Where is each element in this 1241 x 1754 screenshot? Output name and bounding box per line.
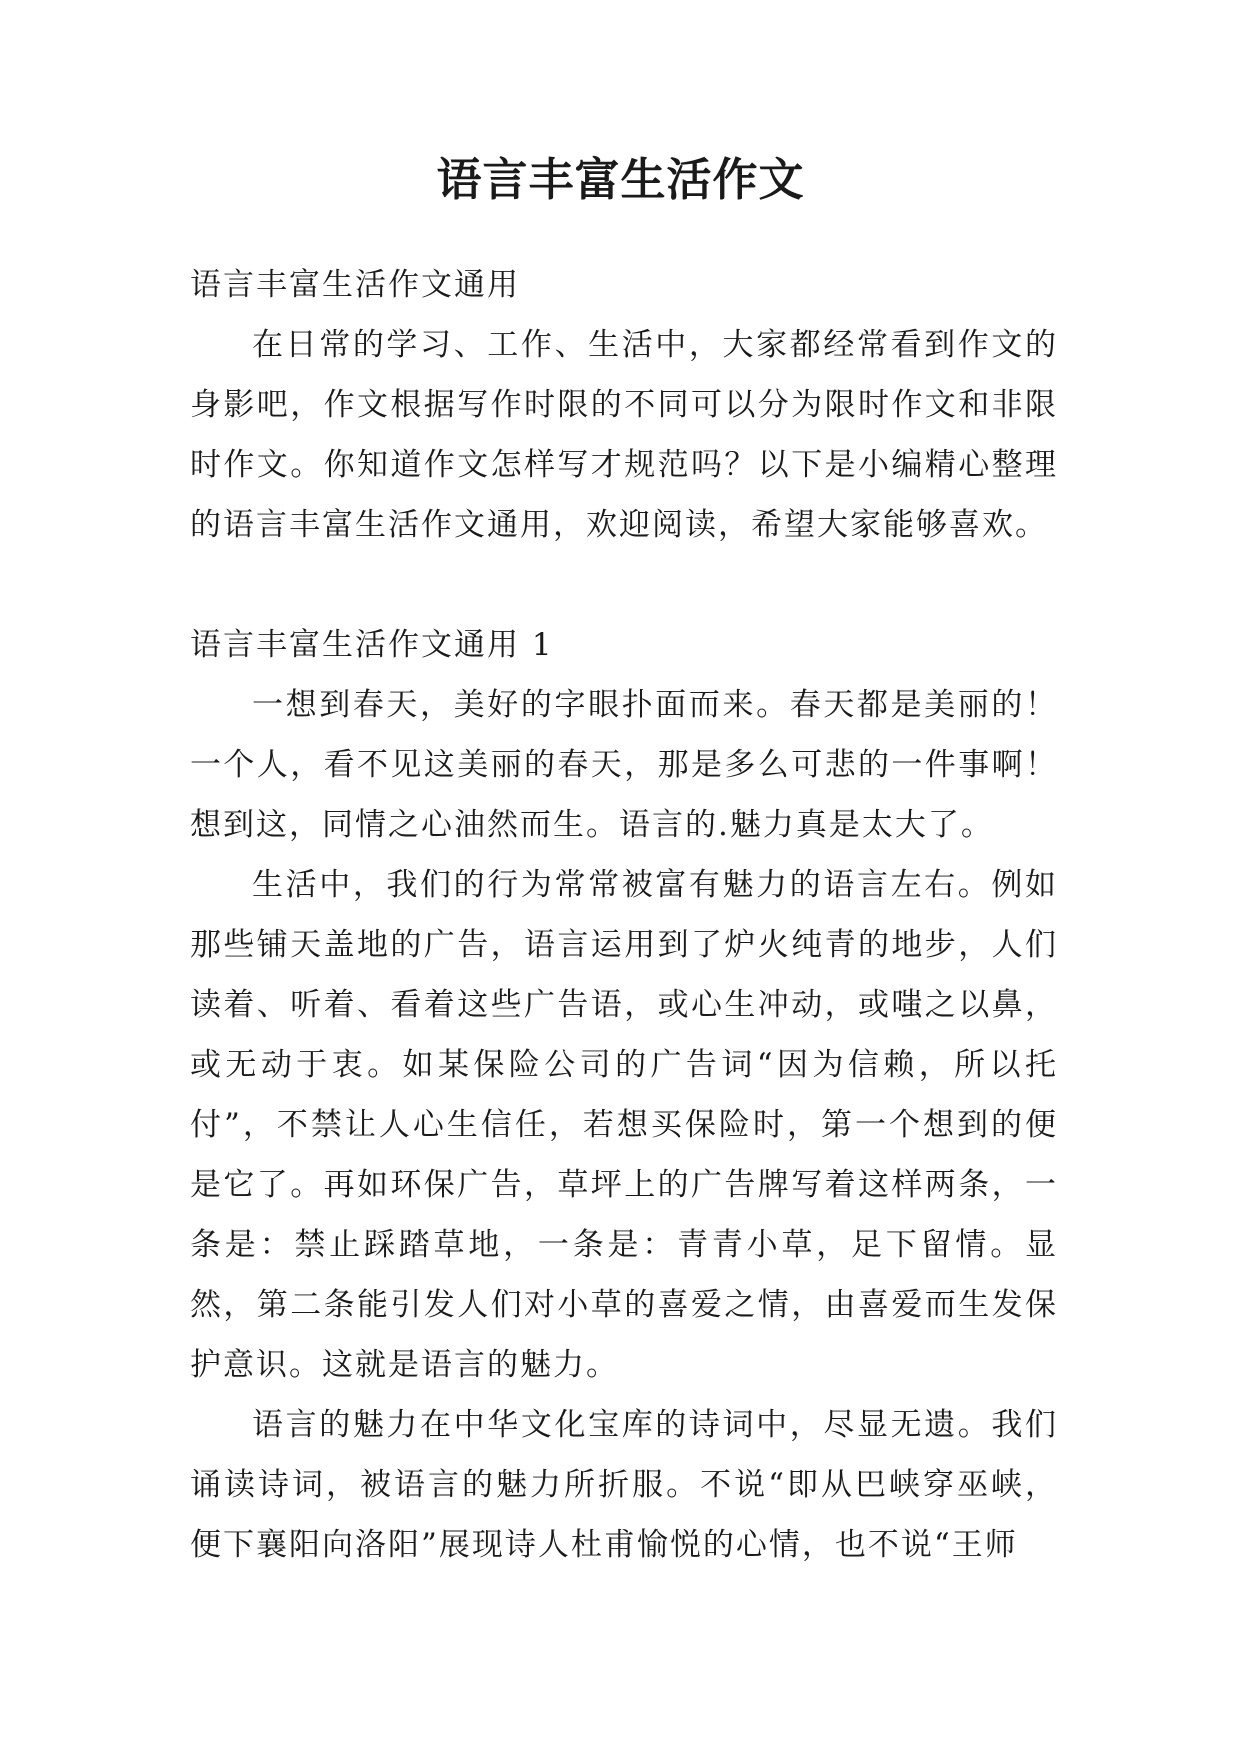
document-body bbox=[190, 255, 1058, 1575]
intro-paragraph: 在日常的学习、工作、生活中，大家都经常看到作文的身影吧，作文根据写作时限的不同可以分为限时作文和非限时作文。你知道作文怎样写才规范吗？以下是小编精心整理的语言丰富生活作文通用，欢迎阅读，希望大家能够喜欢。 bbox=[190, 327, 1058, 543]
body-paragraph-2: 生活中，我们的行为常常被富有魅力的语言左右。例如那些铺天盖地的广告，语言运用到了炉火纯青的地步，人们读着、听着、看着这些广告语，或心生冲动，或嗤之以鼻，或无动于衷。如某保险公司的广告词“因为信赖，所以托付”，不禁让人心生信任，若想买保险时，第一个想到的便是它了。再如环保广告，草坪上的广告牌写着这样两条，一条是：禁止踩踏草地，一条是：青青小草，足下留情。显然，第二条能引发人们对小草的喜爱之情，由喜爱而生发保护意识。这就是语言的魅力。 bbox=[190, 867, 1058, 1383]
body-paragraph-3: 语言的魅力在中华文化宝库的诗词中，尽显无遗。我们诵读诗词，被语言的魅力所折服。不说“即从巴峡穿巫峡，便下襄阳向洛阳”展现诗人杜甫愉悦的心情，也不说“王师 bbox=[190, 1407, 1058, 1563]
document-title: 语言丰富生活作文 bbox=[436, 153, 805, 206]
intro-heading: 语言丰富生活作文通用 bbox=[190, 267, 520, 303]
section-heading: 语言丰富生活作文通用 1 bbox=[190, 627, 554, 663]
body-paragraph-1: 一想到春天，美好的字眼扑面而来。春天都是美丽的！一个人，看不见这美丽的春天，那是多么可悲的一件事啊！想到这，同情之心油然而生。语言的.魅力真是太大了。 bbox=[190, 687, 1058, 843]
section-spacer bbox=[190, 555, 1058, 615]
